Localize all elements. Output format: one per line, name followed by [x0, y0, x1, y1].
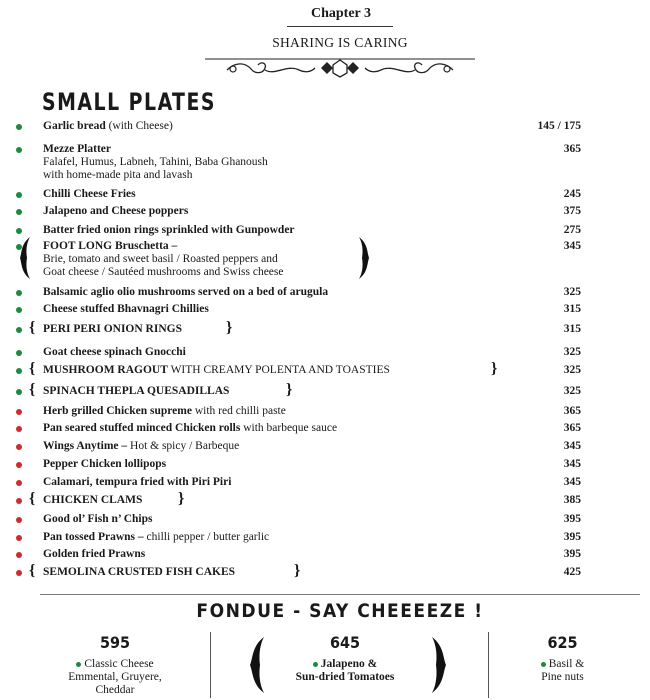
menu-item-name	[43, 548, 145, 560]
menu-item-name-bold: Golden fried Prawns	[43, 548, 146, 560]
menu-item	[0, 548, 650, 564]
nonveg-dot-icon	[16, 517, 22, 523]
nonveg-dot-icon	[16, 462, 22, 468]
fondue-line: Emmental, Gruyere,	[68, 671, 162, 683]
menu-item	[0, 286, 650, 302]
menu-item-name	[43, 476, 231, 488]
menu-item-price: 245	[563, 188, 581, 200]
menu-item	[0, 494, 650, 510]
fondue-option-classic	[40, 633, 190, 697]
menu-item-price: 425	[563, 566, 581, 578]
bracket-right-icon	[357, 236, 371, 280]
menu-item-price: 325	[563, 286, 581, 298]
veg-dot-icon	[16, 124, 22, 130]
bracket-left-icon	[248, 636, 266, 694]
menu-item-price: 375	[563, 205, 581, 217]
menu-item-name-bold: Chilli Cheese Fries	[43, 188, 136, 200]
nonveg-dot-icon	[16, 498, 22, 504]
menu-item-price: 345	[563, 240, 581, 252]
menu-item-price: 385	[563, 494, 581, 506]
fondue-title: FONDUE - SAY CHEEEEZE !	[196, 600, 484, 622]
fondue-separator	[210, 632, 211, 698]
bracket-right-icon: }	[286, 381, 293, 398]
menu-item	[0, 188, 650, 204]
menu-item-name	[43, 458, 166, 470]
menu-item-name-bold: Herb grilled Chicken supreme	[43, 405, 192, 417]
menu-item	[0, 323, 650, 339]
menu-item-name	[43, 346, 186, 358]
menu-item-price: 395	[563, 513, 581, 525]
chapter-heading: Chapter 3	[310, 6, 372, 21]
menu-item	[0, 458, 650, 474]
menu-item-name	[43, 440, 239, 452]
fondue-price: 625	[547, 633, 578, 652]
nonveg-dot-icon	[16, 535, 22, 541]
menu-item-name	[43, 422, 337, 434]
description-line: Brie, tomato and sweet basil / Roasted peppers and	[43, 253, 278, 265]
menu-item-name-bold: Good ol’ Fish n’ Chips	[43, 513, 153, 525]
menu-item-name-bold: Cheese stuffed Bhavnagri Chillies	[43, 303, 209, 315]
veg-dot-icon	[16, 389, 22, 395]
veg-dot-icon	[76, 662, 81, 667]
menu-item	[0, 143, 650, 183]
menu-item-price: 395	[563, 548, 581, 560]
fondue-line: Basil &	[548, 658, 585, 670]
menu-item-name-detail: with barbeque sauce	[240, 422, 338, 434]
menu-item-name-bold: Batter fried onion rings sprinkled with Gunpowder	[43, 224, 295, 236]
menu-item-price: 145 / 175	[537, 120, 581, 132]
menu-item-price: 365	[563, 405, 581, 417]
menu-item-name-bold: Balsamic aglio olio mushrooms served on a bed of arugula	[43, 286, 329, 298]
menu-item-name	[43, 120, 173, 132]
menu-item-name	[43, 566, 235, 578]
veg-dot-icon	[16, 368, 22, 374]
menu-item-name	[43, 188, 136, 200]
menu-item-name-bold: MUSHROOM RAGOUT	[43, 364, 168, 376]
bracket-right-icon: }	[178, 490, 185, 507]
menu-item-name	[43, 531, 269, 543]
menu-item	[0, 405, 650, 421]
fondue-divider	[40, 594, 640, 595]
menu-item-name-bold: Goat cheese spinach Gnocchi	[43, 346, 186, 358]
menu-item-price: 325	[563, 346, 581, 358]
menu-item-name	[43, 494, 142, 506]
menu-item-price: 345	[563, 440, 581, 452]
nonveg-dot-icon	[16, 409, 22, 415]
menu-item	[0, 513, 650, 529]
menu-item-price: 365	[563, 143, 581, 155]
description-line: with home-made pita and lavash	[43, 168, 193, 181]
bracket-right-icon: }	[491, 360, 498, 377]
menu-item-name	[43, 240, 177, 252]
chapter-subtitle: SHARING IS CARING	[272, 35, 408, 50]
menu-item-price: 365	[563, 422, 581, 434]
menu-item-name-bold: Pepper Chicken lollipops	[43, 458, 167, 470]
menu-item-name-bold: Garlic bread	[43, 120, 106, 132]
menu-item-name-bold: Wings Anytime –	[43, 440, 128, 452]
chapter-underline	[287, 26, 393, 27]
menu-item	[0, 364, 650, 380]
nonveg-dot-icon	[16, 426, 22, 432]
bracket-left-icon: {	[29, 360, 36, 377]
decorative-flourish-icon	[205, 56, 475, 80]
menu-item-price: 345	[563, 458, 581, 470]
fondue-option-basil	[490, 633, 635, 684]
menu-item-name	[43, 286, 328, 298]
fondue-price: 645	[329, 633, 361, 652]
description-line: Falafel, Humus, Labneh, Tahini, Baba Ghanoush	[43, 156, 268, 168]
menu-item-description	[43, 253, 283, 278]
menu-item-name-bold: FOOT LONG Bruschetta –	[43, 240, 178, 252]
menu-item	[0, 205, 650, 221]
menu-item	[0, 240, 650, 280]
menu-item-name-detail: WITH CREAMY POLENTA AND TOASTIES	[167, 364, 390, 376]
veg-dot-icon	[541, 662, 546, 667]
menu-item-name-bold: CHICKEN CLAMS	[43, 494, 143, 506]
menu-item-name	[43, 323, 182, 335]
menu-item-price: 315	[563, 303, 581, 315]
menu-item-price: 325	[563, 364, 581, 376]
fondue-price: 595	[99, 633, 131, 652]
veg-dot-icon	[16, 350, 22, 356]
menu-item-name-bold: Pan seared stuffed minced Chicken rolls	[43, 422, 241, 434]
menu-item-price: 345	[563, 476, 581, 488]
menu-item-name	[43, 205, 188, 217]
menu-item-price: 395	[563, 531, 581, 543]
menu-item-name-detail: chilli pepper / butter garlic	[143, 531, 270, 543]
menu-item-name-bold: Calamari, tempura fried with Piri Piri	[43, 476, 232, 488]
fondue-separator	[488, 632, 489, 698]
fondue-line: Pine nuts	[541, 671, 584, 683]
section-title-small-plates: SMALL PLATES	[42, 88, 216, 116]
bracket-right-icon: }	[226, 319, 233, 336]
bracket-left-icon: {	[29, 490, 36, 507]
bracket-left-icon	[18, 236, 32, 280]
veg-dot-icon	[16, 228, 22, 234]
bracket-left-icon: {	[29, 562, 36, 579]
menu-item	[0, 476, 650, 492]
fondue-line: Classic Cheese	[84, 658, 154, 670]
menu-item-price: 325	[563, 385, 581, 397]
bracket-right-icon: }	[294, 562, 301, 579]
menu-item-price: 315	[563, 323, 581, 335]
menu-item	[0, 224, 650, 240]
menu-item-name-bold: Jalapeno and Cheese poppers	[43, 205, 189, 217]
menu-item-name	[43, 224, 295, 236]
veg-dot-icon	[313, 662, 318, 667]
menu-item	[0, 440, 650, 456]
fondue-line: Cheddar	[95, 684, 135, 696]
menu-item-name	[43, 364, 390, 376]
menu-item-name	[43, 513, 153, 525]
menu-item-name	[43, 143, 111, 155]
fondue-line: Sun-dried Tomatoes	[295, 671, 395, 683]
nonveg-dot-icon	[16, 570, 22, 576]
menu-item	[0, 385, 650, 401]
menu-item-name-detail: with red chilli paste	[191, 405, 286, 417]
menu-item-name-bold: Mezze Platter	[43, 143, 111, 155]
veg-dot-icon	[16, 307, 22, 313]
menu-item	[0, 566, 650, 582]
fondue-option-jalapeno	[270, 633, 420, 684]
veg-dot-icon	[16, 147, 22, 153]
veg-dot-icon	[16, 209, 22, 215]
nonveg-dot-icon	[16, 480, 22, 486]
menu-item	[0, 120, 650, 136]
menu-item-name-bold: SPINACH THEPLA QUESADILLAS	[43, 385, 230, 397]
bracket-left-icon: {	[29, 381, 36, 398]
menu-item-description	[43, 156, 268, 181]
menu-item-name	[43, 405, 286, 417]
menu-item-name-bold: SEMOLINA CRUSTED FISH CAKES	[43, 566, 236, 578]
menu-item-name-bold: PERI PERI ONION RINGS	[43, 323, 182, 335]
menu-item-name-bold: Pan tossed Prawns –	[43, 531, 144, 543]
menu-item-name	[43, 385, 229, 397]
nonveg-dot-icon	[16, 444, 22, 450]
veg-dot-icon	[16, 327, 22, 333]
veg-dot-icon	[16, 192, 22, 198]
fondue-line: Jalapeno &	[320, 658, 378, 670]
bracket-left-icon: {	[29, 319, 36, 336]
veg-dot-icon	[16, 290, 22, 296]
nonveg-dot-icon	[16, 552, 22, 558]
description-line: Goat cheese / Sautéed mushrooms and Swiss cheese	[43, 265, 284, 278]
menu-item	[0, 346, 650, 362]
menu-item-price: 275	[563, 224, 581, 236]
menu-item-name	[43, 303, 209, 315]
menu-item	[0, 531, 650, 547]
menu-item	[0, 422, 650, 438]
menu-item	[0, 303, 650, 319]
menu-item-name-detail: (with Cheese)	[105, 120, 173, 132]
bracket-right-icon	[430, 636, 448, 694]
menu-item-name-detail: Hot & spicy / Barbeque	[127, 440, 240, 452]
